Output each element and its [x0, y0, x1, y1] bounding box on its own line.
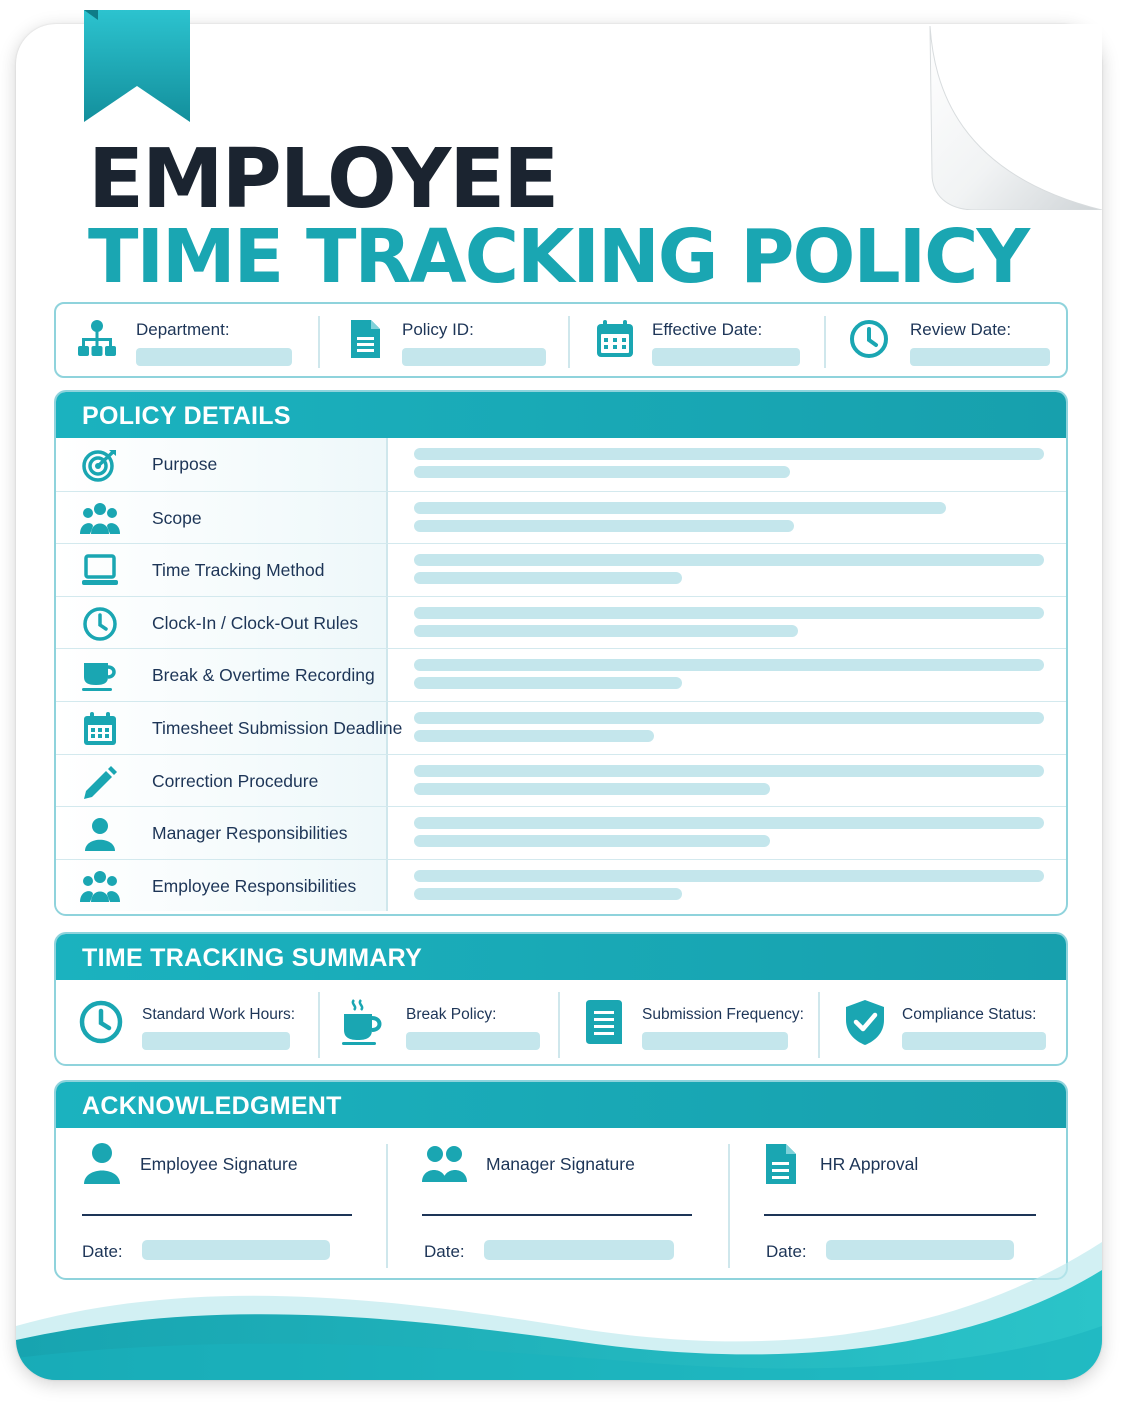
row-label: Clock-In / Clock-Out Rules [152, 612, 359, 633]
submission-frequency-field[interactable] [642, 1032, 788, 1050]
row-label: Timesheet Submission Deadline [152, 717, 403, 738]
laptop-icon [80, 554, 120, 588]
info-policy-id [320, 304, 570, 376]
summary-section [54, 932, 1068, 1066]
org-chart-icon [76, 318, 118, 360]
info-effective-date [570, 304, 824, 376]
text-placeholder [414, 659, 1044, 671]
info-label: Policy ID: [402, 320, 474, 339]
decorative-wave [16, 1236, 1102, 1380]
text-placeholder [414, 572, 682, 584]
text-placeholder [414, 607, 1044, 619]
table-row [56, 754, 1066, 807]
table-row [56, 491, 1066, 544]
text-placeholder [414, 466, 790, 478]
text-placeholder [414, 783, 770, 795]
effective-date-field[interactable] [652, 348, 800, 366]
signature-label: HR Approval [820, 1154, 919, 1174]
row-label: Scope [152, 507, 202, 528]
policy-id-field[interactable] [402, 348, 546, 366]
text-placeholder [414, 835, 770, 847]
hr-signature-line[interactable] [764, 1214, 1036, 1216]
info-label: Effective Date: [652, 320, 763, 339]
break-policy-field[interactable] [406, 1032, 540, 1050]
document-title-line2: TIME TRACKING POLICY [88, 214, 1029, 300]
table-row [56, 543, 1066, 596]
summary-label: Submission Frequency: [642, 1006, 804, 1023]
info-label: Review Date: [910, 320, 1012, 339]
summary-label: Standard Work Hours: [142, 1006, 296, 1023]
date-label: Date: [424, 1242, 465, 1261]
document-icon [764, 1142, 798, 1186]
manager-signature-line[interactable] [422, 1214, 692, 1216]
text-placeholder [414, 765, 1044, 777]
shield-check-icon [842, 998, 888, 1046]
table-row [56, 648, 1066, 701]
text-placeholder [414, 502, 946, 514]
group-icon [80, 870, 120, 904]
row-label: Time Tracking Method [152, 560, 325, 581]
section-heading: TIME TRACKING SUMMARY [56, 934, 1066, 980]
clock-icon [848, 318, 890, 360]
group-icon [80, 502, 120, 536]
signature-label: Employee Signature [140, 1154, 298, 1174]
calendar-icon [80, 712, 120, 746]
summary-submission-frequency [560, 980, 818, 1064]
row-label: Purpose [152, 454, 218, 474]
text-placeholder [414, 625, 798, 637]
section-heading: ACKNOWLEDGMENT [56, 1082, 1066, 1128]
two-people-icon [422, 1142, 468, 1186]
review-date-field[interactable] [910, 348, 1050, 366]
document-title-line1: EMPLOYEE [88, 132, 558, 227]
policy-info-bar [54, 302, 1068, 378]
person-icon [80, 817, 120, 851]
employee-signature-line[interactable] [82, 1214, 352, 1216]
text-placeholder [414, 888, 682, 900]
text-placeholder [414, 712, 1044, 724]
date-label: Date: [82, 1242, 123, 1261]
info-label: Department: [136, 320, 230, 339]
summary-label: Compliance Status: [902, 1006, 1037, 1023]
table-row [56, 806, 1066, 859]
row-label: Correction Procedure [152, 770, 319, 791]
text-placeholder [414, 554, 1044, 566]
bookmark-ribbon-icon [84, 10, 190, 122]
table-row [56, 596, 1066, 649]
text-placeholder [414, 817, 1044, 829]
document-icon [344, 318, 386, 360]
summary-label: Break Policy: [406, 1006, 497, 1023]
clock-icon [78, 998, 124, 1046]
row-label: Manager Responsibilities [152, 823, 348, 844]
target-icon [80, 448, 120, 482]
person-icon [82, 1142, 122, 1186]
row-label: Employee Responsibilities [152, 875, 357, 896]
signature-label: Manager Signature [486, 1154, 635, 1174]
document-icon [584, 998, 630, 1046]
text-placeholder [414, 448, 1044, 460]
text-placeholder [414, 677, 682, 689]
summary-work-hours [56, 980, 318, 1064]
table-row [56, 701, 1066, 754]
info-department [56, 304, 320, 376]
summary-compliance-status [820, 980, 1068, 1064]
calendar-icon [594, 318, 636, 360]
pencil-icon [80, 765, 120, 799]
compliance-status-field[interactable] [902, 1032, 1046, 1050]
policy-details-section [54, 390, 1068, 916]
summary-break-policy [320, 980, 558, 1064]
row-label: Break & Overtime Recording [152, 665, 375, 686]
text-placeholder [414, 870, 1044, 882]
department-field[interactable] [136, 348, 292, 366]
coffee-cup-icon [340, 998, 386, 1046]
date-label: Date: [766, 1242, 807, 1261]
text-placeholder [414, 730, 654, 742]
info-review-date [826, 304, 1068, 376]
clock-icon [80, 607, 120, 641]
text-placeholder [414, 520, 794, 532]
table-row [56, 859, 1066, 912]
table-row [56, 438, 1066, 491]
coffee-cup-icon [80, 659, 120, 693]
policy-details-table [56, 438, 1066, 911]
work-hours-field[interactable] [142, 1032, 290, 1050]
section-heading: POLICY DETAILS [56, 392, 1066, 438]
